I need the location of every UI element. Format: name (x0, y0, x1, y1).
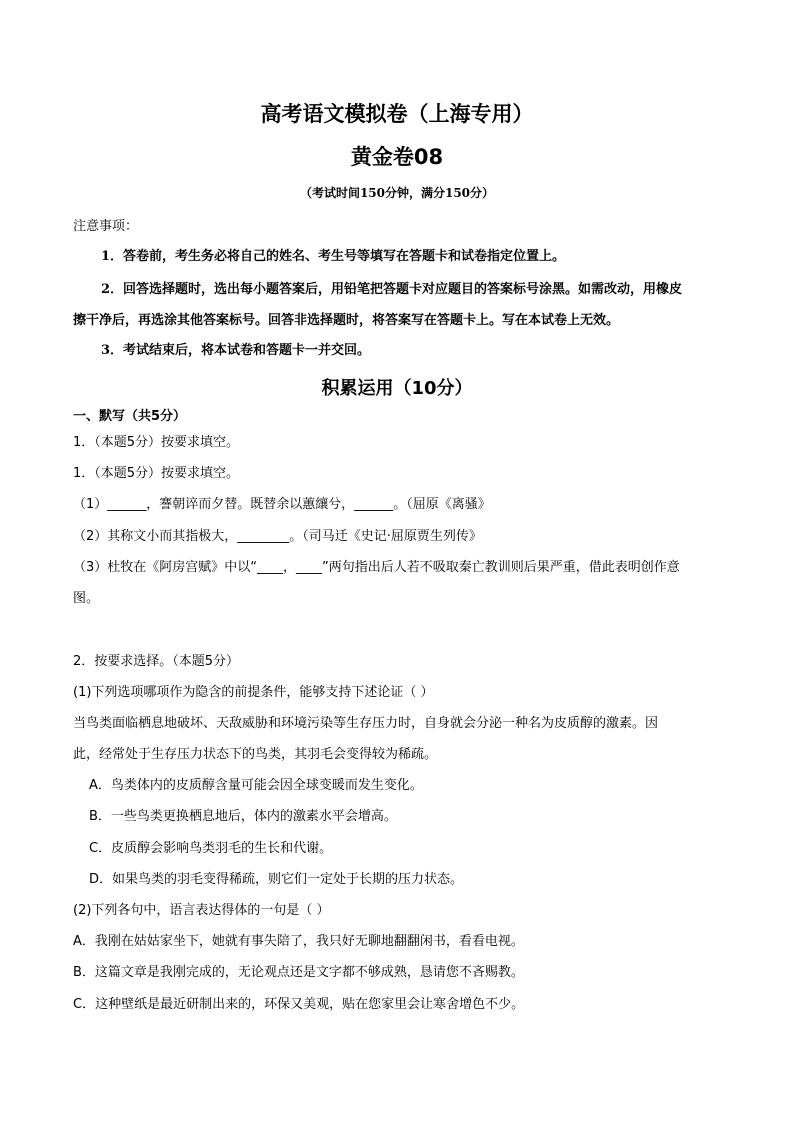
q2-1-option-a: A．鸟类体内的皮质醇含量可能会因全球变暖而发生变化。 (89, 778, 423, 793)
exam-title: 高考语文模拟卷（上海专用） (260, 102, 534, 126)
q2-1-option-d: D．如果鸟类的羽毛变得稀疏，则它们一定处于长期的压力状态。 (89, 872, 464, 887)
exam-subtitle: 黄金卷08 (350, 145, 444, 169)
q1-line-a: 1．（本题5分）按要求填空。 (73, 435, 240, 450)
part1-heading: 一、默写（共5分） (73, 409, 187, 424)
notice-heading: 注意事项： (73, 219, 139, 234)
q2-2-option-c: C．这种壁纸是最近研制出来的，环保又美观，贴在您家里会让寒舍增色不少。 (73, 997, 525, 1012)
q2-1-stem: (1)下列选项哪项作为隐含的前提条件，能够支持下述论证（ ） (73, 685, 434, 700)
notice-item-2-line-1: 2．回答选择题时，选出每小题答案后，用铅笔把答题卡对应题目的答案标号涂黑。如需改动，用橡皮 (101, 282, 683, 297)
q2-1-option-b: B．一些鸟类更换栖息地后，体内的激素水平会增高。 (89, 809, 397, 824)
notice-item-1: 1．答卷前，考生务必将自己的姓名、考生号等填写在答题卡和试卷指定位置上。 (101, 249, 566, 264)
q2-1-passage-line-2: 此，经常处于生存压力状态下的鸟类，其羽毛会变得较为稀疏。 (73, 747, 438, 762)
q2-2-option-a: A．我刚在姑姑家坐下，她就有事失陪了，我只好无聊地翻翻闲书，看看电视。 (73, 934, 524, 949)
q1-item-3-line-2: 图。 (73, 591, 100, 606)
q2-heading: 2．按要求选择。（本题5分） (73, 654, 240, 669)
q1-item-2: （2）其称文小而其指极大，________。（司马迁《史记·屈原贾生列传》 (73, 529, 482, 544)
section-title: 积累运用（10分） (321, 378, 473, 399)
q2-2-stem: (2)下列各句中，语言表达得体的一句是（ ） (73, 903, 330, 918)
notice-item-3: 3．考试结束后，将本试卷和答题卡一并交回。 (101, 343, 371, 358)
exam-info: （考试时间150分钟，满分150分） (299, 186, 495, 200)
notice-item-2-line-2: 擦干净后，再选涂其他答案标号。回答非选择题时，将答案写在答题卡上。写在本试卷上无效。 (73, 313, 620, 328)
q2-2-option-b: B．这篇文章是我刚完成的，无论观点还是文字都不够成熟，恳请您不吝赐教。 (73, 965, 524, 980)
q2-1-passage-line-1: 当鸟类面临栖息地破坏、天敌威胁和环境污染等生存压力时，自身就会分泌一种名为皮质醇的激素。因 (73, 716, 659, 731)
q1-item-3-line-1: （3）杜牧在《阿房宫赋》中以“____，____”两句指出后人若不吸取秦亡教训则后果严重，借此表明创作意 (73, 560, 680, 575)
q2-1-option-c: C．皮质醇会影响鸟类羽毛的生长和代谢。 (89, 841, 333, 856)
q1-line-b: 1．（本题5分）按要求填空。 (73, 466, 240, 481)
q1-item-1: （1）______，謇朝谇而夕替。既替余以蕙纕兮，______。（屈原《离骚》 (73, 497, 491, 512)
